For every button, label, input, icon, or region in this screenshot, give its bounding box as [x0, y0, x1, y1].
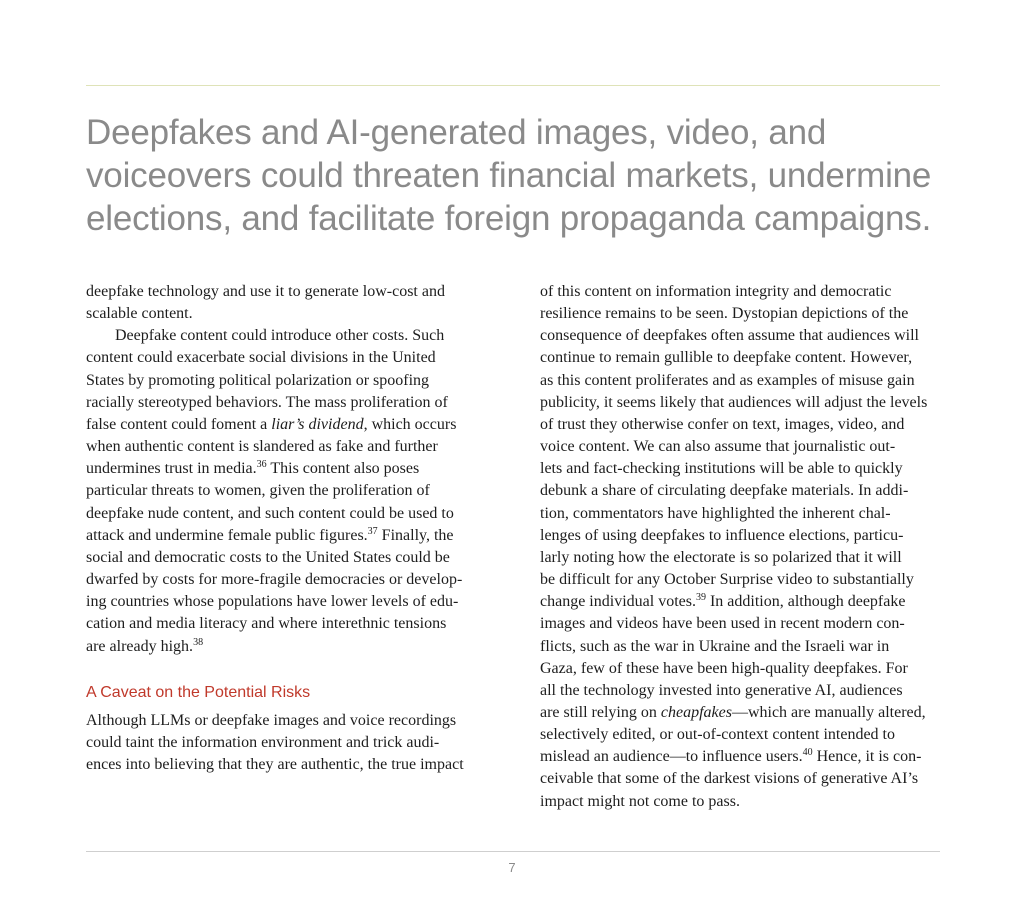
- text-line: publicity, it seems likely that audiences will adjust the levels: [540, 393, 928, 411]
- text-line: flicts, such as the war in Ukraine and the Israeli war in: [540, 637, 890, 655]
- text-line: lets and fact-checking institutions will be able to quickly: [540, 460, 903, 478]
- text-line: be difficult for any October Surprise video to substantially: [540, 571, 914, 589]
- emphasis-term: liar’s dividend: [271, 415, 364, 433]
- text-line: ences into believing that they are authentic, the true impact: [86, 755, 464, 773]
- text-line: debunk a share of circulating deepfake materials. In addi-: [540, 482, 909, 500]
- text-line: tion, commentators have highlighted the inherent chal-: [540, 504, 891, 522]
- paragraph-continuation: [86, 281, 486, 325]
- text-line: racially stereotyped behaviors. The mass proliferation of: [86, 393, 448, 411]
- text-line: as this content proliferates and as examples of misuse gain: [540, 371, 915, 389]
- text-line: scalable content.: [86, 305, 193, 323]
- footnote-ref[interactable]: 39: [695, 592, 706, 604]
- text-line: are already high.$^{38}$: [86, 636, 204, 655]
- text-line: selectively edited, or out-of-context content intended to: [540, 726, 895, 744]
- page-number: 7: [508, 860, 516, 875]
- text-line: attack and undermine female public figures.$^{37}$ Finally, the: [86, 525, 454, 544]
- footnote-ref[interactable]: 40: [802, 747, 813, 759]
- pull-quote-line: voiceovers could threaten financial markets, undermine: [86, 156, 932, 195]
- text-line: impact might not come to pass.: [540, 792, 740, 810]
- text-line: Although LLMs or deepfake images and voice recordings: [86, 711, 457, 729]
- footnote-ref[interactable]: 38: [193, 636, 204, 648]
- text-line: Deepfake content could introduce other costs. Such: [115, 327, 445, 345]
- text-line: images and videos have been used in recent modern con-: [540, 615, 905, 633]
- text-line: deepfake nude content, and such content could be used to: [86, 504, 454, 522]
- paragraph-deepfake-costs: [86, 325, 486, 657]
- emphasis-term: cheapfakes: [660, 703, 732, 721]
- pull-quote: [86, 111, 966, 240]
- right-column: [540, 281, 940, 813]
- text-line: of trust they otherwise confer on text, images, video, and: [540, 415, 905, 433]
- text-line: social and democratic costs to the United States could be: [86, 548, 450, 566]
- text-line: change individual votes.$^{39}$ In addition, although deepfake: [540, 592, 906, 611]
- paragraph-caveat: [86, 710, 486, 776]
- text-line: content could exacerbate social divisions in the United: [86, 349, 436, 367]
- text-line: ceivable that some of the darkest visions of generative AI’s: [540, 770, 919, 788]
- text-line: false content could foment a liar’s dividend, which occurs: [86, 415, 457, 433]
- text-line: when authentic content is slandered as fake and further: [86, 438, 438, 456]
- left-column: [86, 281, 486, 776]
- section-heading: A Caveat on the Potential Risks: [86, 683, 311, 701]
- paragraph-caveat-continued: [540, 281, 940, 813]
- text-line: ing countries whose populations have lower levels of edu-: [86, 593, 459, 611]
- pull-quote-line: elections, and facilitate foreign propaganda campaigns.: [86, 199, 932, 238]
- pull-quote-line: Deepfakes and AI-generated images, video, and: [86, 113, 827, 152]
- text-line: Gaza, few of these have been high-quality deepfakes. For: [540, 659, 908, 677]
- text-line: all the technology invested into generative AI, audiences: [540, 681, 903, 699]
- text-line: continue to remain gullible to deepfake content. However,: [540, 349, 913, 367]
- text-line: consequence of deepfakes often assume that audiences will: [540, 327, 919, 345]
- text-line: lenges of using deepfakes to influence elections, particu-: [540, 526, 904, 544]
- text-line: of this content on information integrity and democratic: [540, 283, 892, 300]
- text-line: particular threats to women, given the proliferation of: [86, 482, 430, 500]
- text-line: are still relying on cheapfakes—which are manually altered,: [540, 703, 926, 721]
- text-line: dwarfed by costs for more-fragile democracies or develop-: [86, 571, 463, 589]
- text-line: undermines trust in media.$^{36}$ This content also poses: [86, 459, 420, 478]
- footnote-ref[interactable]: 36: [256, 459, 267, 471]
- text-line: resilience remains to be seen. Dystopian depictions of the: [540, 305, 909, 323]
- text-line: voice content. We can also assume that journalistic out-: [540, 438, 896, 456]
- bottom-divider: [86, 851, 940, 852]
- top-divider: [86, 85, 940, 86]
- text-line: larly noting how the electorate is so polarized that it will: [540, 548, 902, 566]
- text-line: mislead an audience—to influence users.$^{40}$ Hence, it is con-: [540, 747, 922, 766]
- footnote-ref[interactable]: 37: [367, 525, 378, 537]
- text-line: cation and media literacy and where interethnic tensions: [86, 615, 447, 633]
- text-line: deepfake technology and use it to generate low-cost and: [86, 283, 445, 300]
- text-line: States by promoting political polarization or spoofing: [86, 371, 430, 389]
- text-line: could taint the information environment and trick audi-: [86, 733, 440, 751]
